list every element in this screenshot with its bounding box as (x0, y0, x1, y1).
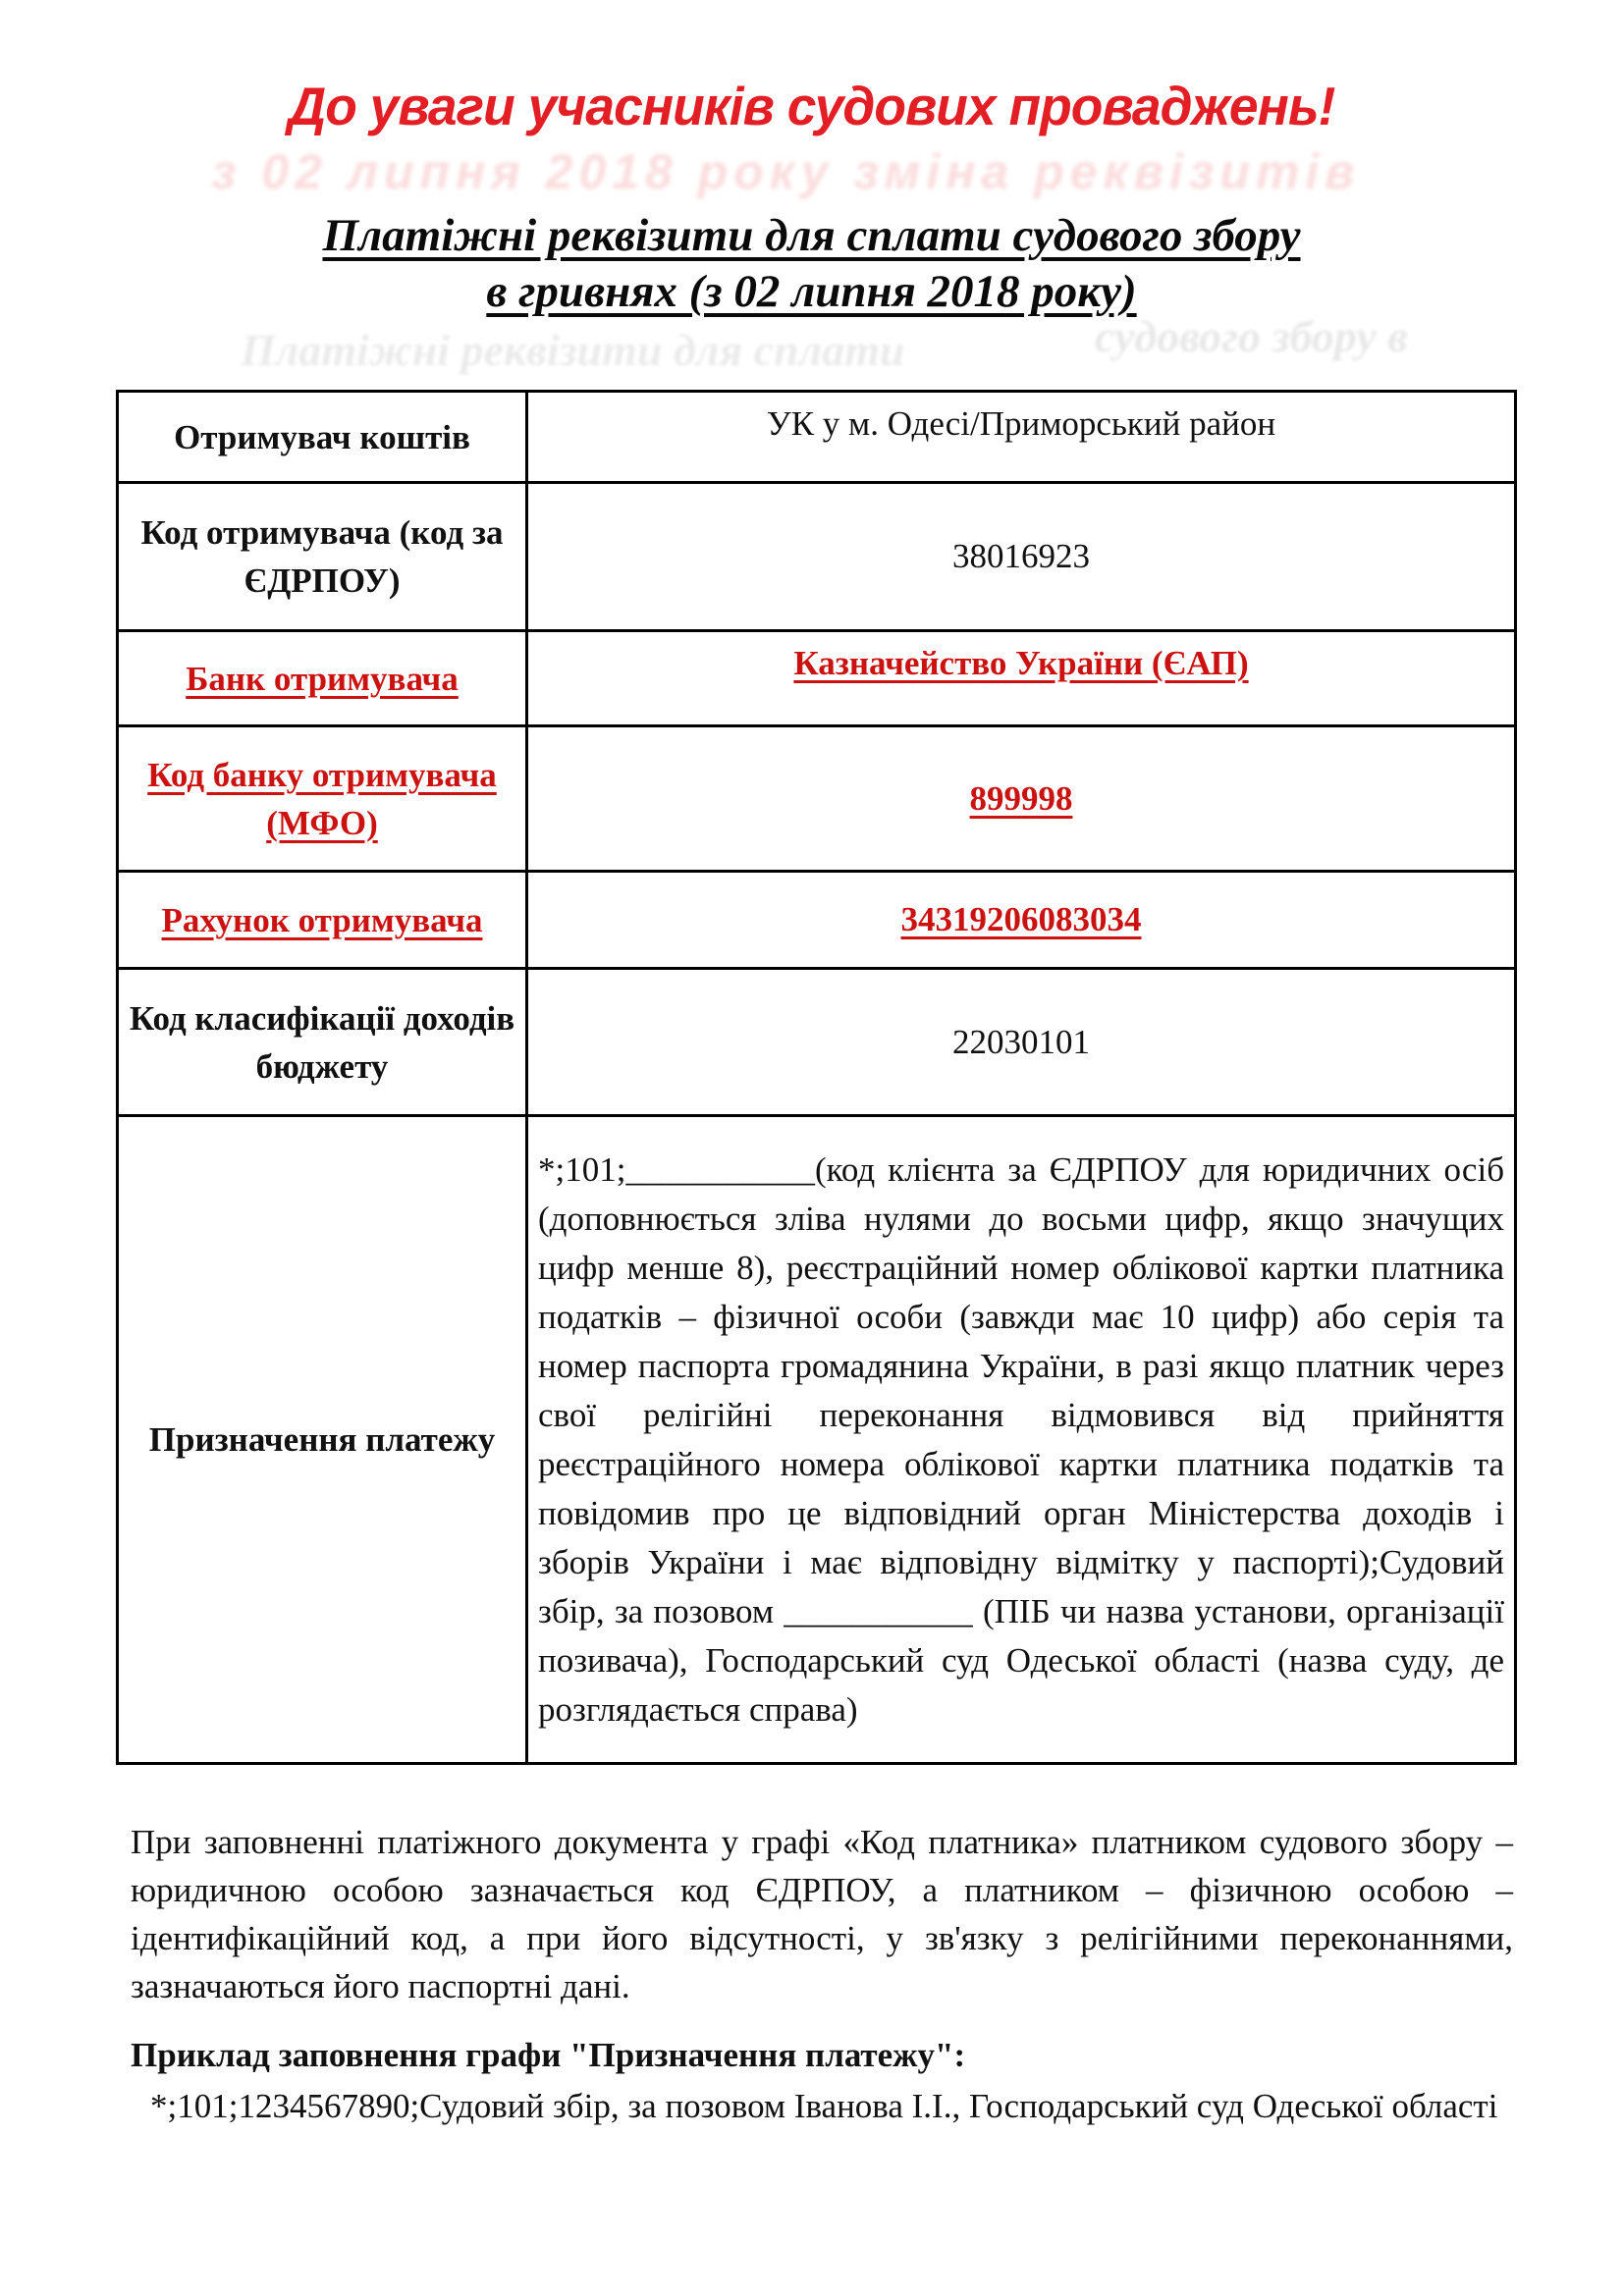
row-label: Код банку отримувача (МФО) (118, 726, 527, 872)
row-value: 34319206083034 (527, 872, 1516, 969)
row-value: 22030101 (527, 969, 1516, 1116)
payment-requisites-table (116, 390, 1517, 1765)
row-label: Отримувач коштів (118, 392, 527, 483)
note-paragraph: При заповненні платіжного документа у графі «Код платника» платником судового збору – юридичною особою зазначається код ЄДРПОУ, а платником – фізичною особою – ідентифікаційний код, а при його відсутності, у зв'язку з релігійними переконаннями, зазначаються його паспортні дані. (131, 1823, 1513, 2005)
row-value: 899998 (527, 726, 1516, 872)
example-heading: Приклад заповнення графи "Призначення платежу": (131, 2036, 966, 2074)
page-title: До уваги учасників судових проваджень! (288, 76, 1335, 136)
table-row (118, 872, 1516, 969)
table-row (118, 631, 1516, 726)
scan-artifact-text: Платіжні реквізити для сплати (241, 325, 905, 375)
table-row (118, 483, 1516, 631)
subtitle-line-1: Платіжні реквізити для сплати судового збору (322, 210, 1301, 261)
row-label: Код класифікації доходів бюджету (118, 969, 527, 1116)
subtitle-line-2: в гривнях (з 02 липня 2018 року) (486, 266, 1137, 317)
table-row (118, 726, 1516, 872)
row-label: Рахунок отримувача (118, 872, 527, 969)
row-label: Банк отримувача (118, 631, 527, 726)
scan-artifact-text: судового збору в (1095, 311, 1408, 361)
table-row (118, 392, 1516, 483)
document-subtitle (0, 208, 1623, 320)
example-text: *;101;1234567890;Судовий збір, за позовом Іванова І.І., Господарський суд Одеської області (150, 2087, 1498, 2125)
table-row (118, 1116, 1516, 1764)
row-value: 38016923 (527, 483, 1516, 631)
scan-artifact-text: з 02 липня 2018 року зміна реквізитів (211, 144, 1361, 199)
row-label: Призначення платежу (118, 1116, 527, 1764)
row-label: Код отримувача (код за ЄДРПОУ) (118, 483, 527, 631)
table-row (118, 969, 1516, 1116)
payment-purpose-text: *;101;___________(код клієнта за ЄДРПОУ для юридичних осіб (доповнюється зліва нулями до восьми цифр, якщо значущих цифр менше 8), реєстраційний номер облікової картки платника податків – фізичної особи (завжди має 10 цифр) або серія та номер паспорта громадянина України, в разі якщо платник через свої релігійні переконання відмовився від прийняття реєстраційного номера облікової картки платника податків та повідомив про це відповідний орган Міністерства доходів і зборів України і має відповідну відмітку у паспорті);Судовий збір, за позовом ___________ (ПІБ чи назва установи, організації позивача), Господарський суд Одеської області (назва суду, де розглядається справа) (527, 1116, 1516, 1764)
row-value: Казначейство України (ЄАП) (527, 631, 1516, 726)
row-value: УК у м. Одесі/Приморський район (527, 392, 1516, 483)
